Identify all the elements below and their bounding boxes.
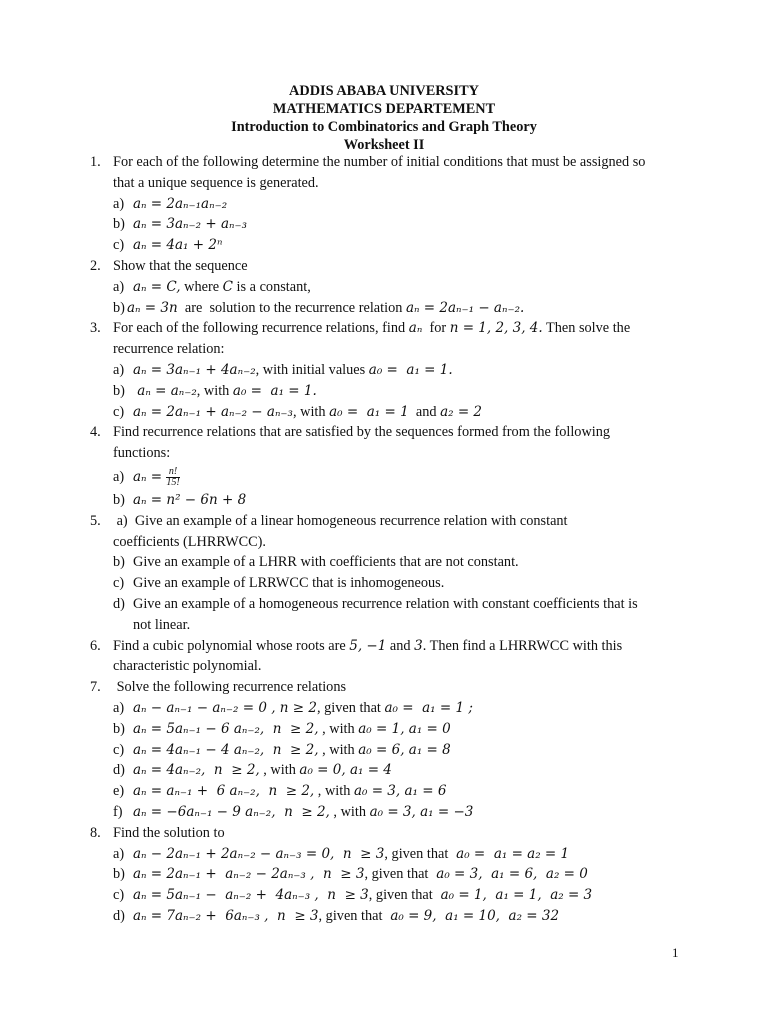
question-text: a) Give an example of a linear homogeneous recurrence relation with constant	[113, 512, 568, 529]
question-4b: b) aₙ = n² − 6n + 8	[90, 490, 690, 511]
question-1	[90, 152, 690, 173]
question-1c: c) aₙ = 4a₁ + 2ⁿ	[90, 235, 690, 256]
question-5	[90, 511, 690, 532]
question-5d: d) Give an example of a homogeneous recurrence relation with constant coefficients that is	[113, 595, 638, 612]
question-list	[90, 152, 690, 927]
question-7a: a) aₙ − aₙ₋₁ − aₙ₋₂ = 0 , n ≥ 2, given that a₀ = a₁ = 1 ;	[113, 699, 473, 716]
question-text: For each of the following recurrence relations, find aₙ for n = 1, 2, 3, 4. Then solve the	[113, 320, 631, 337]
question-2	[90, 256, 690, 277]
question-8a: a) aₙ − 2aₙ₋₁ + 2aₙ₋₂ − aₙ₋₃ = 0, n ≥ 3, given that a₀ = a₁ = a₂ = 1	[113, 845, 570, 862]
university-name: ADDIS ABABA UNIVERSITY	[289, 83, 479, 99]
question-text-cont: characteristic polynomial.	[113, 658, 262, 675]
worksheet-title: Worksheet II	[343, 137, 425, 153]
question-4	[90, 422, 690, 443]
question-number: 3.	[90, 320, 101, 337]
math-expression: aₙ = n² − 6n + 8	[133, 491, 247, 508]
question-2b: b) aₙ = 3n are solution to the recurrence relation aₙ = 2aₙ₋₁ − aₙ₋₂.	[113, 299, 525, 316]
question-5b: b) Give an example of a LHRR with coefficients that are not constant.	[113, 554, 519, 571]
question-7e: e) aₙ = aₙ₋₁ + 6 aₙ₋₂, n ≥ 2, , with a₀ = 3, a₁ = 6	[113, 783, 447, 800]
question-text: Show that the sequence	[113, 257, 248, 274]
question-5c: c) Give an example of LRRWCC that is inhomogeneous.	[113, 575, 445, 592]
question-number: 2.	[90, 257, 101, 274]
question-2a: a) aₙ = C, where C is a constant,	[113, 278, 311, 295]
question-3	[90, 318, 690, 339]
question-text: Solve the following recurrence relations	[113, 679, 347, 696]
question-text-cont: that a unique sequence is generated.	[113, 174, 319, 191]
question-8c: c) aₙ = 5aₙ₋₁ − aₙ₋₂ + 4aₙ₋₃ , n ≥ 3, given that a₀ = 1, a₁ = 1, a₂ = 3	[113, 887, 593, 904]
question-3a: a) aₙ = 3aₙ₋₁ + 4aₙ₋₂, with initial values a₀ = a₁ = 1.	[113, 361, 453, 378]
page-number: 1	[672, 945, 679, 960]
question-text: For each of the following determine the number of initial conditions that must be assigned so	[113, 154, 646, 170]
question-4a: a) aₙ = $\frac{n!}{15!}$	[113, 466, 180, 489]
question-6	[90, 636, 690, 657]
question-number: 6.	[90, 637, 101, 654]
question-8b: b) aₙ = 2aₙ₋₁ + aₙ₋₂ − 2aₙ₋₃ , n ≥ 3, given that a₀ = 3, a₁ = 6, a₂ = 0	[113, 866, 588, 883]
math-expression: aₙ = 2aₙ₋₁aₙ₋₂	[133, 195, 228, 212]
question-3b: b) aₙ = aₙ₋₂, with a₀ = a₁ = 1.	[113, 382, 317, 399]
question-8d: d) aₙ = 7aₙ₋₂ + 6aₙ₋₃ , n ≥ 3, given that a₀ = 9, a₁ = 10, a₂ = 32	[113, 907, 560, 924]
question-text-cont: coefficients (LHRRWCC).	[113, 533, 267, 550]
math-expression: aₙ = 3aₙ₋₂ + aₙ₋₃	[133, 216, 248, 233]
question-7	[90, 677, 690, 698]
department-name: MATHEMATICS DEPARTEMENT	[272, 101, 496, 117]
question-text-cont: recurrence relation:	[113, 341, 225, 358]
question-7b: b) aₙ = 5aₙ₋₁ − 6 aₙ₋₂, n ≥ 2, , with a₀ = 1, a₁ = 0	[113, 720, 451, 737]
question-number: 7.	[90, 679, 101, 696]
question-text: Find recurrence relations that are satisfied by the sequences formed from the following	[113, 424, 611, 441]
question-number: 8.	[90, 824, 101, 841]
question-7c: c) aₙ = 4aₙ₋₁ − 4 aₙ₋₂, n ≥ 2, , with a₀ = 6, a₁ = 8	[113, 741, 451, 758]
document-header	[0, 82, 768, 154]
question-text: Find a cubic polynomial whose roots are 5, −1 and 3. Then find a LHRRWCC with this	[113, 637, 623, 654]
question-7f: f) aₙ = −6aₙ₋₁ − 9 aₙ₋₂, n ≥ 2, , with a₀ = 3, a₁ = −3	[113, 803, 474, 820]
question-number: 4.	[90, 424, 101, 441]
question-3c: c) aₙ = 2aₙ₋₁ + aₙ₋₂ − aₙ₋₃, with a₀ = a₁ = 1 and a₂ = 2	[113, 403, 483, 420]
question-1b: b) aₙ = 3aₙ₋₂ + aₙ₋₃	[90, 214, 690, 235]
course-title: Introduction to Combinatorics and Graph Theory	[231, 119, 537, 135]
math-expression: aₙ = 4a₁ + 2ⁿ	[133, 237, 223, 254]
question-number: 1.	[90, 154, 101, 170]
question-number: 5.	[90, 512, 101, 529]
question-text: Find the solution to	[113, 824, 225, 841]
question-1a: a) aₙ = 2aₙ₋₁aₙ₋₂	[90, 194, 690, 215]
question-7d: d) aₙ = 4aₙ₋₂, n ≥ 2, , with a₀ = 0, a₁ = 4	[113, 762, 392, 779]
question-8	[90, 823, 690, 844]
question-5d-cont: not linear.	[133, 616, 191, 633]
fraction: $\frac{n!}{15!}$	[166, 466, 180, 489]
question-text-cont: functions:	[113, 445, 171, 462]
